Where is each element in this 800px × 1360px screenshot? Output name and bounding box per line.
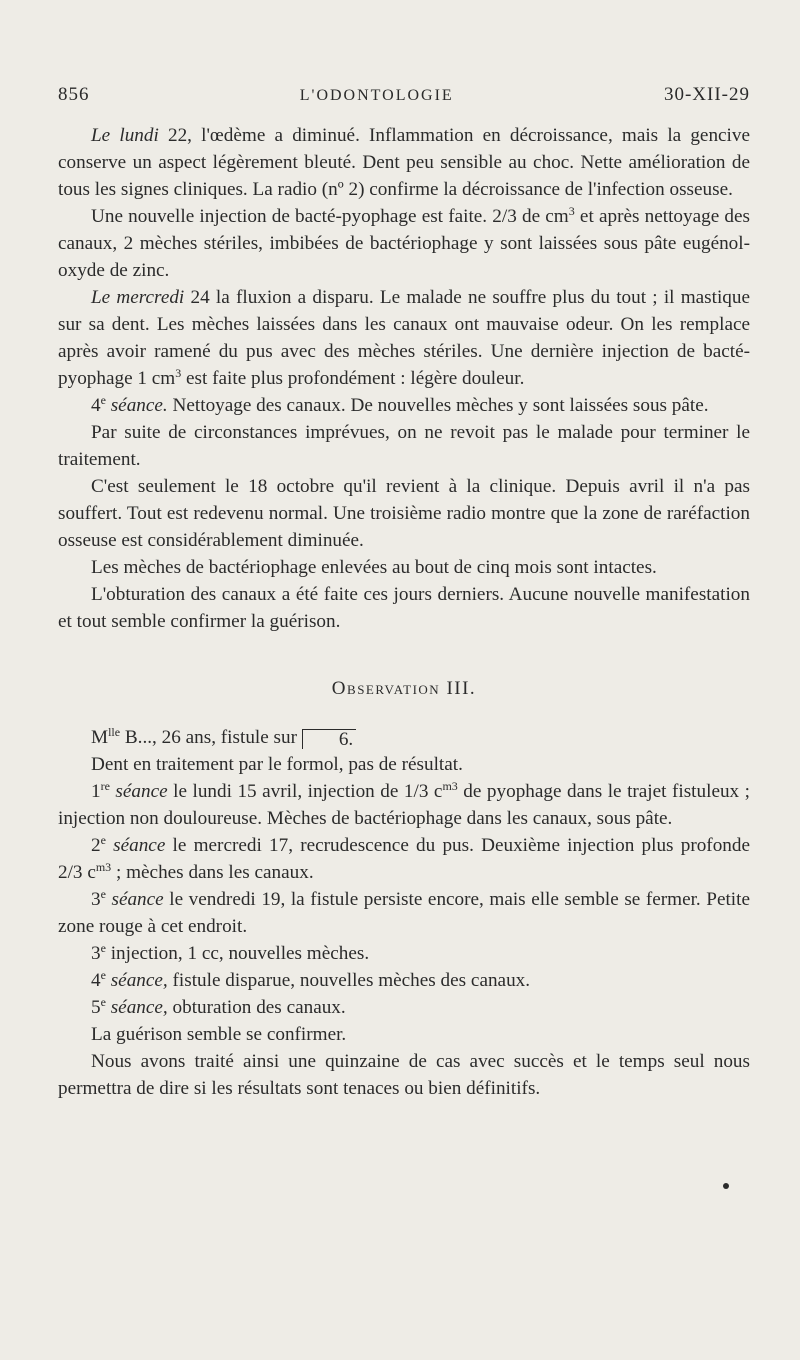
paragraph	[58, 967, 750, 994]
paragraph	[58, 886, 750, 940]
session-label: séance,	[105, 970, 168, 991]
superscript: lle	[108, 725, 121, 739]
journal-title: L'ODONTOLOGIE	[299, 87, 454, 104]
superscript: 3	[175, 366, 182, 380]
paragraph-text: B..., 26 ans, fistule sur	[120, 727, 302, 748]
session-number: 4	[91, 970, 101, 991]
paragraph	[58, 778, 750, 832]
margin-dot-mark	[723, 1183, 729, 1189]
page-number: 856	[58, 84, 90, 105]
superscript: e	[100, 968, 106, 982]
paragraph-text: M	[91, 727, 109, 748]
paragraph-text: le vendredi 19, la fistule persiste encore, mais elle semble se fermer. Petite zone rouge à cet endroit.	[58, 889, 750, 937]
issue-date: 30-XII-29	[663, 84, 750, 105]
paragraph-text: fistule disparue, nouvelles mèches des canaux.	[167, 970, 531, 991]
paragraph-text: de pyophage dans le trajet fistuleux ; injection non douloureuse. Mèches de bactériophage dans les canaux, sous pâte.	[58, 781, 750, 829]
paragraph-text: 24 la fluxion a disparu. Le malade ne souffre plus du tout ; il mastique sur sa dent. Les mèches laissées dans les canaux ont mauvaise odeur. On les remplace après avoir ramené du pus avec des mèches stériles. Une dernière injection de bacté-pyophage 1 cm	[58, 287, 750, 389]
paragraph: La guérison semble se confirmer.	[91, 1024, 347, 1045]
paragraph-text: Nettoyage des canaux. De nouvelles mèches y sont laissées sous pâte.	[167, 395, 709, 416]
paragraph	[58, 940, 750, 967]
paragraph: L'obturation des canaux a été faite ces jours derniers. Aucune nouvelle manifestation et tout semble confirmer la guérison.	[58, 584, 750, 632]
paragraph	[58, 122, 750, 203]
superscript: 3	[568, 204, 575, 218]
day-label: Le lundi	[91, 125, 159, 146]
session-number: 3	[91, 943, 101, 964]
paragraph-text: Une nouvelle injection de bacté-pyophage est faite. 2/3 de cm	[91, 206, 569, 227]
paragraph	[58, 724, 750, 751]
paragraph: Par suite de circonstances imprévues, on ne revoit pas le malade pour terminer le traitement.	[58, 422, 750, 470]
paragraph-text: le lundi 15 avril, injection de 1/3 c	[167, 781, 443, 802]
paragraph: Les mèches de bactériophage enlevées au bout de cinq mois sont intactes.	[91, 557, 657, 578]
paragraph	[58, 994, 750, 1021]
session-number: 2	[91, 835, 101, 856]
session-number: 5	[91, 997, 101, 1018]
paragraph-text: et après nettoyage des canaux, 2 mèches stériles, imbibées de bactériophage y sont laissées sous pâte eugénol-oxyde de zinc.	[58, 206, 750, 281]
superscript: m3	[95, 860, 112, 874]
superscript: e	[100, 393, 106, 407]
paragraph-text: injection, 1 cc, nouvelles mèches.	[105, 943, 370, 964]
session-number: 1	[91, 781, 101, 802]
day-label: Le mercredi	[91, 287, 185, 308]
paragraph	[58, 203, 750, 284]
paragraph-text: 22, l'œdème a diminué. Inflammation en décroissance, mais la gencive conserve un aspect légèrement bleuté. Dent peu sensible au choc. Nette amélioration de tous les signes cliniques. La radio (nº 2) confirme la décroissance de l'infection osseuse.	[58, 125, 751, 200]
session-label: séance.	[105, 395, 168, 416]
superscript: e	[100, 887, 106, 901]
superscript: m3	[442, 779, 458, 793]
paragraph: C'est seulement le 18 octobre qu'il revient à la clinique. Depuis avril il n'a pas souffert. Tout est redevenu normal. Une troisième radio montre que la zone de raréfaction osseuse est considérablement diminuée.	[58, 476, 750, 551]
superscript: re	[100, 779, 110, 793]
paragraph	[58, 392, 750, 419]
paragraph	[58, 284, 750, 392]
paragraph-text: obturation des canaux.	[167, 997, 346, 1018]
paragraph-text: est faite plus profondément : légère douleur.	[181, 368, 525, 389]
paragraph	[58, 832, 750, 886]
superscript: e	[100, 995, 106, 1009]
tooth-notation: 6.	[302, 729, 356, 749]
superscript: e	[100, 833, 106, 847]
session-label: séance	[109, 781, 168, 802]
running-header	[58, 84, 750, 106]
session-label: séance,	[105, 997, 168, 1018]
session-number: 4	[91, 395, 101, 416]
section-heading-number: III.	[446, 678, 477, 699]
paragraph-text: ; mèches dans les canaux.	[111, 862, 314, 883]
session-number: 3	[91, 889, 101, 910]
paragraph-text: le mercredi 17, recrudescence du pus. Deuxième injection plus profonde 2/3 c	[58, 835, 750, 883]
session-label: séance	[105, 835, 166, 856]
session-label: séance	[105, 889, 164, 910]
section-heading-label: Observation	[331, 678, 441, 699]
paragraph: Nous avons traité ainsi une quinzaine de cas avec succès et le temps seul nous permettra de dire si les résultats sont tenaces ou bien définitifs.	[58, 1051, 750, 1099]
superscript: e	[100, 941, 106, 955]
section-heading	[58, 675, 750, 702]
paragraph: Dent en traitement par le formol, pas de résultat.	[91, 754, 463, 775]
